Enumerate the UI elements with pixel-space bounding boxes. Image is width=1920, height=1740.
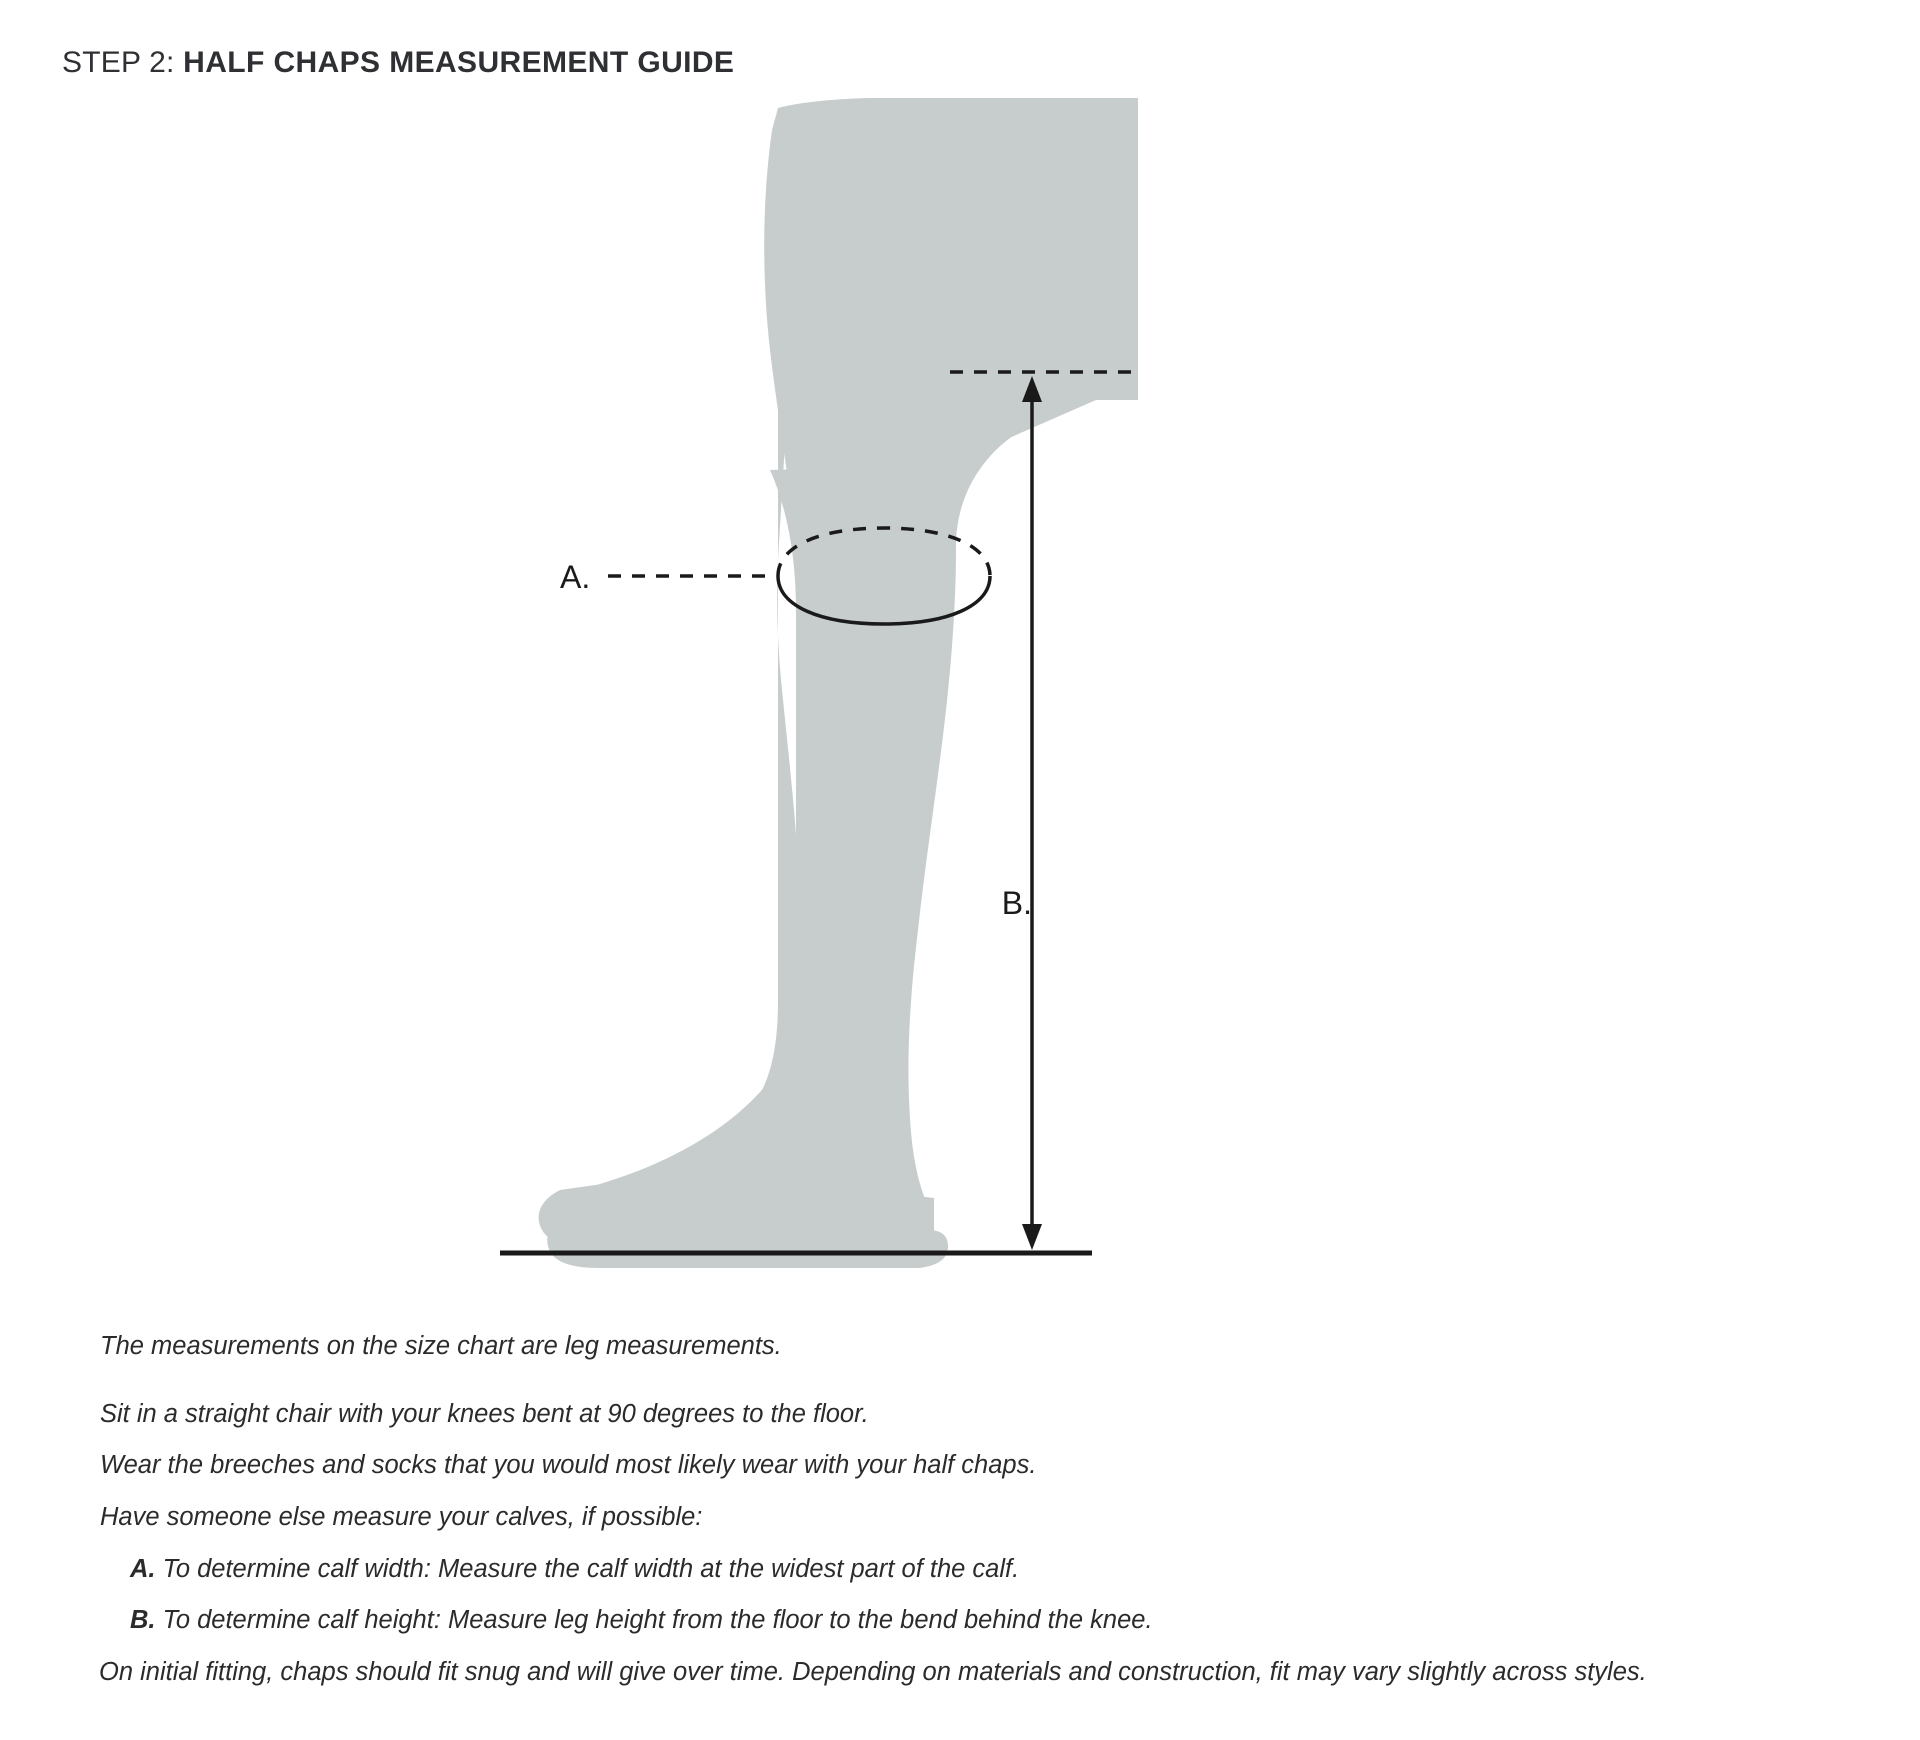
thigh-block [960, 98, 1138, 400]
note-footer: On initial fitting, chaps should fit snug and will give over time. Depending on materials and construction, fit may vary slightly across styles. [99, 1657, 1647, 1686]
height-arrow-bottom [1022, 1224, 1042, 1250]
label-b: B. [1001, 885, 1032, 921]
note-lead: The measurements on the size chart are leg measurements. [100, 1332, 782, 1360]
lower-leg-shape [556, 466, 956, 1246]
instructions-block [100, 1330, 1900, 1690]
calf-height-indicator [950, 372, 1138, 1250]
leg-diagram-svg [0, 90, 1920, 1290]
note-item-a [100, 1553, 1900, 1587]
note-item-b-text: To determine calf height: Measure leg height from the floor to the bend behind the knee. [162, 1606, 1153, 1635]
page-title-step: STEP 2: [62, 46, 175, 79]
note-item-a-text: To determine calf width: Measure the calf width at the widest part of the calf. [162, 1554, 1020, 1583]
note-line-1: Sit in a straight chair with your knees bent at 90 degrees to the floor. [100, 1399, 869, 1428]
note-line-3: Have someone else measure your calves, if possible: [100, 1502, 703, 1531]
page-title [62, 46, 734, 80]
note-item-b [100, 1604, 1900, 1638]
label-a: A. [560, 559, 591, 595]
note-item-a-label: A. [130, 1554, 156, 1583]
note-line-2: Wear the breeches and socks that you would most likely wear with your half chaps. [100, 1451, 1037, 1480]
note-item-b-label: B. [130, 1606, 156, 1635]
page-title-main: HALF CHAPS MEASUREMENT GUIDE [183, 46, 735, 79]
leg-silhouette [539, 98, 1138, 1268]
leg-measurement-diagram [0, 90, 1920, 1290]
